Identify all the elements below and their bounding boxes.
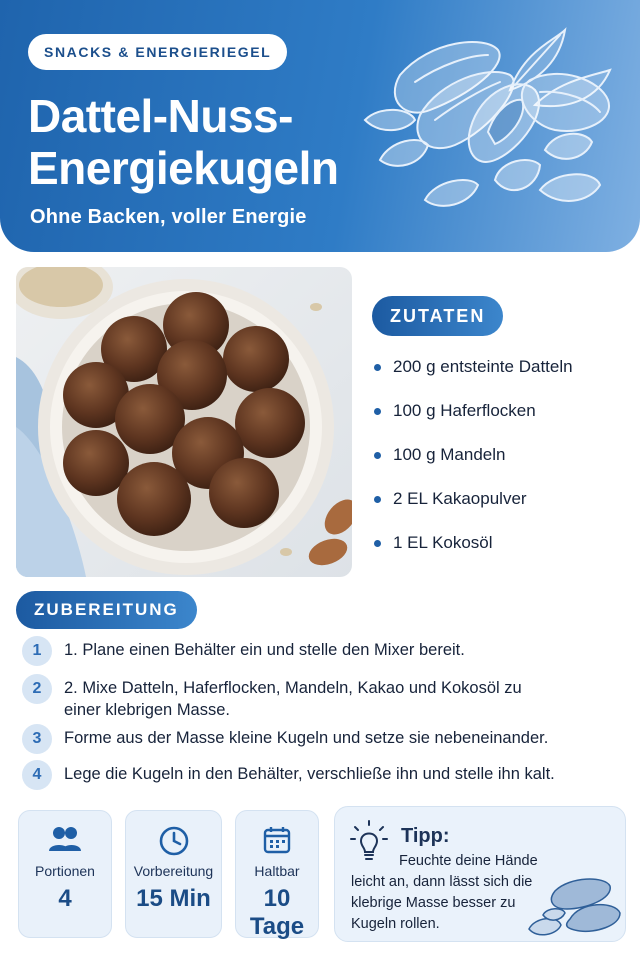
- ingredient-label: 2 EL Kakaopulver: [393, 489, 527, 508]
- bullet-icon: [374, 364, 381, 371]
- step-number-badge: 3: [22, 724, 52, 754]
- bullet-icon: [374, 408, 381, 415]
- list-item: [374, 433, 634, 477]
- ingredient-label: 200 g entsteinte Datteln: [393, 357, 573, 376]
- dates-almonds-illustration: [360, 20, 630, 220]
- dates-almonds-illustration: [525, 871, 625, 942]
- shelf-life-label: Haltbar: [254, 863, 300, 879]
- step-item: [22, 760, 634, 790]
- prep-time-card: [125, 810, 222, 938]
- step-number-badge: 1: [22, 636, 52, 666]
- step-number-badge: 2: [22, 674, 52, 704]
- ingredient-label: 100 g Haferflocken: [393, 401, 536, 420]
- step-number-badge: 4: [22, 760, 52, 790]
- calendar-icon: [236, 825, 318, 857]
- list-item: [374, 345, 634, 389]
- page-title: Dattel-Nuss-Energiekugeln: [28, 90, 339, 194]
- ingredient-label: 100 g Mandeln: [393, 445, 506, 464]
- list-item: [374, 521, 634, 565]
- step-item: [22, 724, 624, 754]
- energy-balls-photo: [16, 267, 352, 577]
- step-item: [22, 674, 544, 721]
- clock-icon: [126, 825, 221, 857]
- step-text: Forme aus der Masse kleine Kugeln und setze sie nebeneinander.: [64, 729, 549, 747]
- shelf-life-card: [235, 810, 319, 938]
- header-banner: [0, 0, 640, 252]
- bullet-icon: [374, 540, 381, 547]
- portions-card: [18, 810, 112, 938]
- list-item: [374, 477, 634, 521]
- tip-title: Tipp:: [401, 825, 450, 847]
- list-item: [374, 389, 634, 433]
- step-text: Lege die Kugeln in den Behälter, verschließe ihn und stelle ihn kalt.: [64, 765, 555, 783]
- bullet-icon: [374, 452, 381, 459]
- step-text: 1. Plane einen Behälter ein und stelle den Mixer bereit.: [64, 641, 465, 659]
- people-icon: [19, 825, 111, 857]
- prep-time-label: Vorbereitung: [133, 863, 214, 879]
- step-item: [22, 636, 584, 666]
- tip-card: [334, 806, 626, 942]
- step-text: 2. Mixe Datteln, Haferflocken, Mandeln, Kakao und Kokosöl zu einer klebrigen Masse.: [64, 679, 522, 719]
- page-subtitle: Ohne Backen, voller Energie: [30, 206, 307, 228]
- bullet-icon: [374, 496, 381, 503]
- portions-label: Portionen: [35, 863, 95, 879]
- ingredient-label: 1 EL Kokosöl: [393, 533, 493, 552]
- category-badge: SNACKS & ENERGIERIEGEL: [28, 34, 287, 70]
- preparation-heading: ZUBEREITUNG: [16, 591, 197, 629]
- tip-text: Feuchte deine Hände leicht an, dann lässt sich die klebrige Masse besser zu Kugeln rollen.: [351, 853, 538, 932]
- shelf-life-value: 10 Tage: [249, 885, 305, 940]
- ingredients-heading: ZUTATEN: [372, 296, 503, 336]
- portions-value: 4: [58, 885, 72, 912]
- prep-time-value: 15 Min: [136, 885, 211, 912]
- ingredients-list: [374, 345, 634, 565]
